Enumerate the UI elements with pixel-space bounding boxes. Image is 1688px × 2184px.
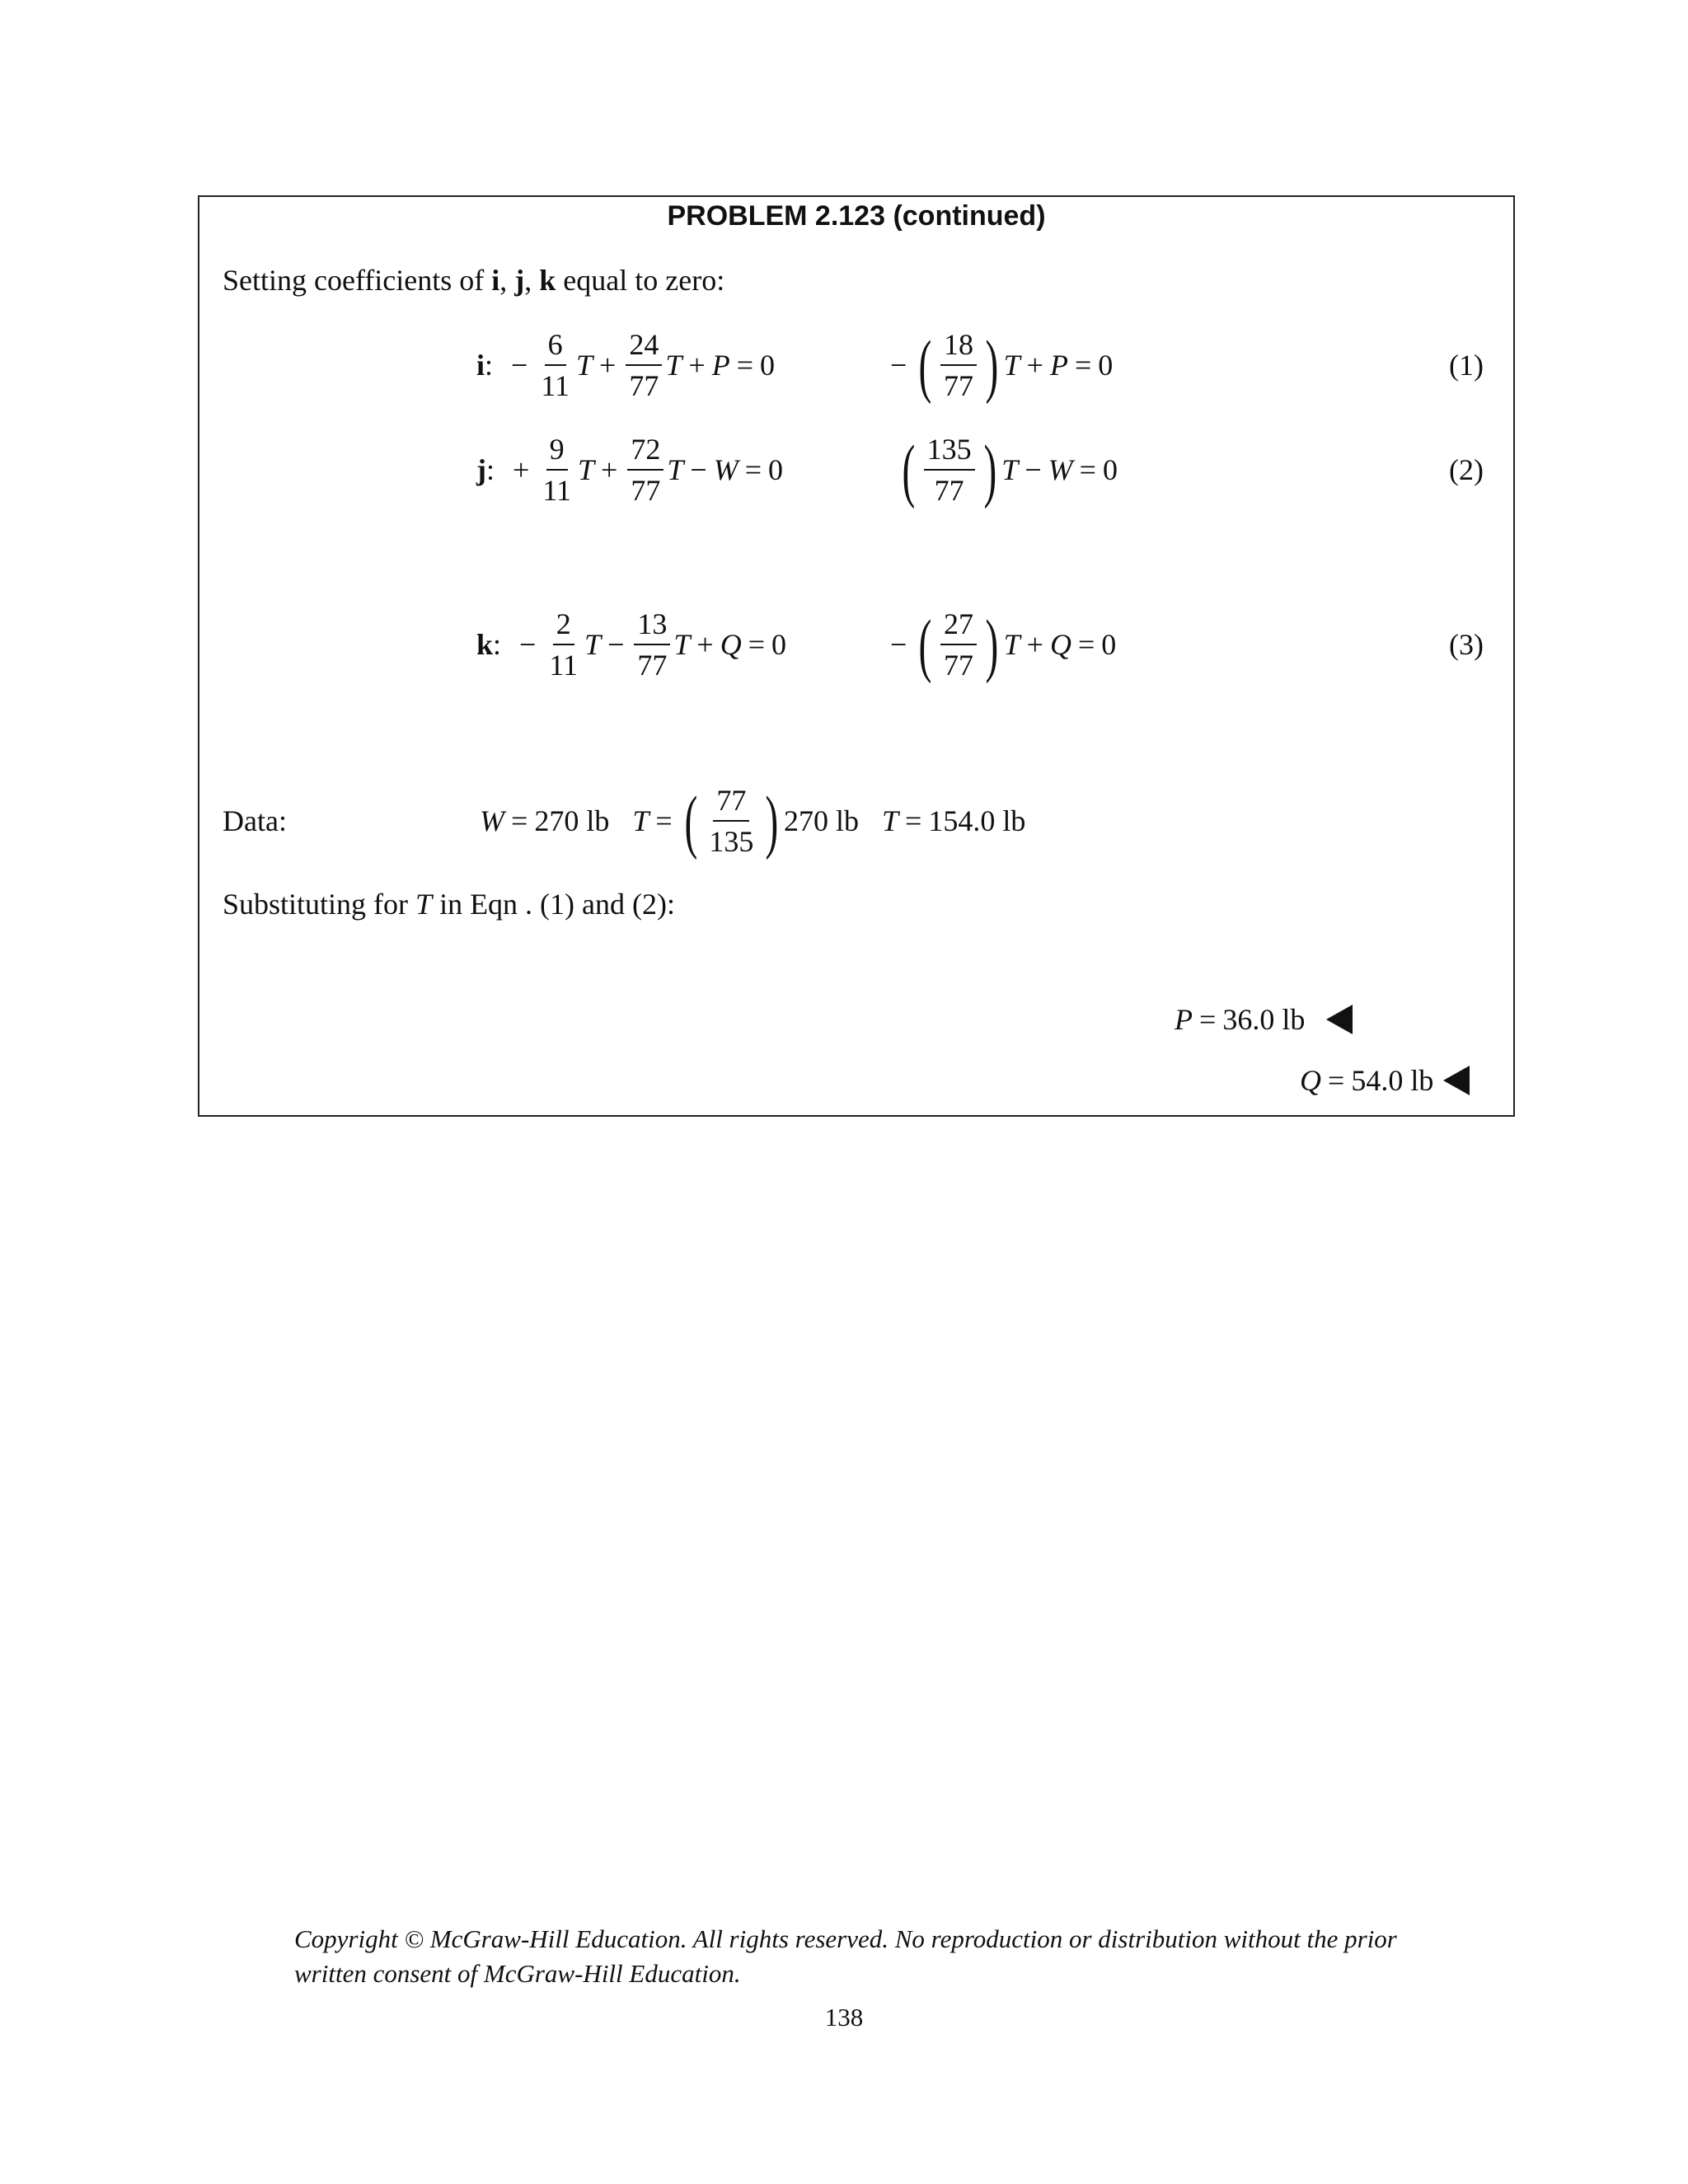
copyright-footer [294, 1922, 1448, 1991]
numerator: 72 [627, 434, 663, 471]
variable: Q [1300, 1064, 1321, 1097]
numerator: 24 [626, 330, 662, 366]
sign: + [1026, 628, 1043, 661]
variable: T [665, 349, 682, 382]
denominator: 77 [943, 649, 973, 682]
fraction [940, 609, 977, 680]
copyright-line-1: Copyright © McGraw-Hill Education. All rights reserved. No reproduction or distribution without the prior [294, 1924, 1397, 1953]
unit-vector-i: i [491, 264, 500, 297]
variable: P [1049, 349, 1068, 382]
variable: W [713, 453, 738, 486]
fraction [539, 434, 574, 505]
substituting-prefix: Substituting for [223, 888, 416, 921]
sign: + [696, 628, 714, 661]
intro-text [223, 263, 724, 298]
fraction [924, 434, 975, 505]
fraction [627, 434, 663, 505]
answer-value: 54.0 lb [1351, 1064, 1434, 1097]
variable: T [1003, 349, 1020, 382]
data-line: W = 270 lb T = ( $\frac{77}{135}$ ) 270 lb T = 154.0 lb [480, 781, 1026, 860]
equation-i-right: − ( $\frac{18}{77}$ ) T + P = 0 [890, 326, 1114, 405]
sign: + [601, 453, 618, 486]
page-number: 138 [824, 2003, 864, 2032]
weight-value: 270 lb [534, 804, 610, 837]
data-label: Data: [223, 804, 287, 837]
rhs: 0 [760, 349, 776, 382]
intro-sep2: , [524, 264, 540, 297]
variable: W [1048, 453, 1073, 486]
fraction [940, 330, 977, 401]
sign: − [519, 628, 537, 661]
fraction [546, 609, 581, 680]
variable: T [415, 888, 433, 921]
sign: + [688, 349, 706, 382]
sign: − [890, 349, 907, 382]
sign: − [690, 453, 707, 486]
equation-label: k [476, 628, 494, 661]
answer-value: 36.0 lb [1222, 1003, 1306, 1036]
variable: T [1001, 453, 1019, 486]
variable: T [632, 804, 649, 837]
denominator: 11 [541, 369, 570, 402]
solution-box [198, 195, 1515, 1117]
substituting-text [223, 887, 675, 921]
variable: P [1175, 1003, 1193, 1036]
fraction [706, 785, 757, 856]
numerator: 13 [634, 609, 670, 645]
variable: T [881, 804, 898, 837]
rhs: 0 [1102, 453, 1118, 486]
rhs: 0 [1098, 349, 1114, 382]
rhs: 0 [1101, 628, 1117, 661]
numerator: 27 [940, 609, 977, 645]
variable: T [578, 453, 595, 486]
denominator: 77 [629, 369, 659, 402]
sign: − [511, 349, 528, 382]
equation-k-right: − ( $\frac{27}{77}$ ) T + Q = 0 [890, 605, 1117, 684]
rhs: 0 [771, 628, 787, 661]
unit-vector-j: j [514, 264, 525, 297]
substituting-suffix: in Eqn . (1) and (2): [432, 888, 675, 921]
intro-prefix: Setting coefficients of [223, 264, 492, 297]
equation-i-left: i : − $\frac{6}{11}$ T + $\frac{24}{77}$ T + P = 0 [476, 328, 776, 402]
intro-sep1: , [499, 264, 515, 297]
tension-result: 154.0 lb [928, 804, 1026, 837]
fraction [634, 609, 670, 680]
variable: T [673, 628, 691, 661]
sign: + [1026, 349, 1043, 382]
equation-number: (1) [1449, 349, 1484, 382]
denominator: 11 [549, 649, 579, 682]
equation-k-left: k : − $\frac{2}{11}$ T − $\frac{13}{77}$ T + Q = 0 [476, 607, 787, 682]
unit-vector-k: k [539, 264, 556, 297]
fraction [537, 330, 573, 401]
sign: − [607, 628, 625, 661]
intro-suffix: equal to zero: [556, 264, 725, 297]
sign: − [1025, 453, 1042, 486]
answer-q: Q = 54.0 lb [1300, 1056, 1470, 1105]
equation-number: (2) [1449, 453, 1484, 486]
denominator: 77 [631, 474, 661, 507]
sign: + [599, 349, 617, 382]
numerator: 135 [924, 434, 975, 471]
answer-arrow-icon [1443, 1066, 1470, 1095]
equation-j-left: j : + $\frac{9}{11}$ T + $\frac{72}{77}$ T − W = 0 [476, 433, 783, 507]
fraction [626, 330, 662, 401]
variable: T [1003, 628, 1020, 661]
numerator: 2 [553, 609, 574, 645]
problem-title: PROBLEM 2.123 (continued) [667, 200, 1046, 232]
answer-p: P = 36.0 lb [1175, 995, 1353, 1044]
equation-j-right: ( $\frac{135}{77}$ ) T − W = 0 [902, 430, 1118, 509]
numerator: 77 [713, 785, 749, 822]
equation-label: j [476, 453, 486, 486]
numerator: 18 [940, 330, 977, 366]
denominator: 135 [709, 825, 754, 858]
answer-arrow-icon [1326, 1005, 1353, 1034]
denominator: 77 [943, 369, 973, 402]
variable: Q [720, 628, 742, 661]
variable: W [480, 804, 504, 837]
numerator: 6 [545, 330, 566, 366]
variable: Q [1049, 628, 1071, 661]
denominator: 77 [934, 474, 964, 507]
variable: T [576, 349, 593, 382]
variable: T [667, 453, 684, 486]
variable: P [711, 349, 730, 382]
multiplier: 270 lb [783, 804, 859, 837]
denominator: 11 [542, 474, 571, 507]
copyright-line-2: written consent of McGraw-Hill Education. [294, 1959, 741, 1988]
equation-label: i [476, 349, 485, 382]
sign: + [513, 453, 530, 486]
sign: − [890, 628, 907, 661]
rhs: 0 [768, 453, 783, 486]
denominator: 77 [637, 649, 668, 682]
numerator: 9 [546, 434, 568, 471]
variable: T [584, 628, 602, 661]
equation-number: (3) [1449, 628, 1484, 661]
